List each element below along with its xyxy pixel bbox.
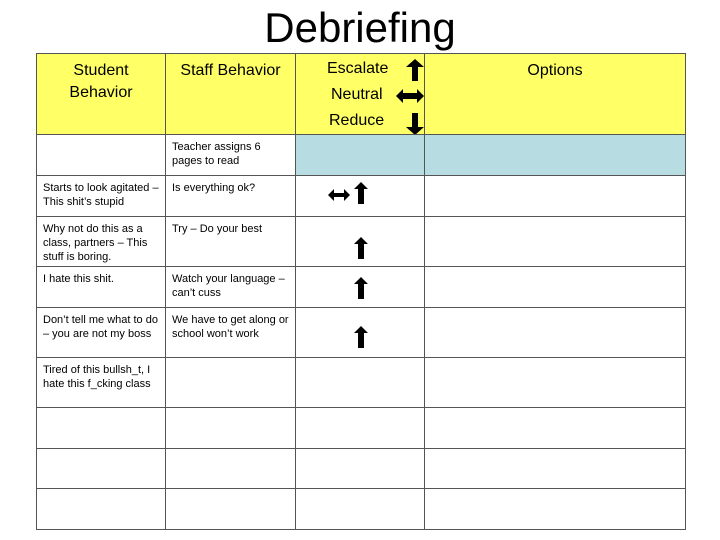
staff-behavior-header <box>166 54 296 135</box>
student-cell <box>37 489 166 530</box>
table-row <box>37 358 686 408</box>
options-cell <box>425 217 686 267</box>
escalate-label: Escalate <box>327 60 389 77</box>
table-row <box>37 217 686 267</box>
student-cell <box>37 267 166 308</box>
options-label: Options <box>527 62 583 79</box>
scale-cell <box>296 449 425 489</box>
staff-cell <box>166 217 296 267</box>
student-cell <box>37 217 166 267</box>
scale-cell <box>296 489 425 530</box>
student-text: I hate this shit. <box>43 273 114 285</box>
student-behavior-header <box>37 54 166 135</box>
table-row <box>37 408 686 449</box>
scale-cell <box>296 308 425 358</box>
options-header <box>425 54 686 135</box>
reduce-arrow-icon <box>406 113 424 135</box>
debriefing-table <box>36 53 686 530</box>
student-cell <box>37 449 166 489</box>
student-cell <box>37 308 166 358</box>
staff-text <box>166 358 295 363</box>
scale-cell <box>296 176 425 217</box>
table-row <box>37 267 686 308</box>
staff-cell <box>166 267 296 308</box>
staff-text: Watch your language – can’t cuss <box>172 273 285 299</box>
staff-behavior-label: Staff Behavior <box>180 62 281 79</box>
student-text: Tired of this bullsh_t, I hate this f_cking class <box>43 364 151 390</box>
student-text <box>37 135 165 140</box>
options-cell <box>425 308 686 358</box>
staff-text: Is everything ok? <box>172 182 256 194</box>
scale-cell <box>296 135 425 176</box>
table-row <box>37 308 686 358</box>
table-row <box>37 176 686 217</box>
staff-cell <box>166 489 296 530</box>
neutral-arrow-icon <box>396 89 424 103</box>
options-cell <box>425 408 686 449</box>
escalate-arrow-icon <box>354 277 368 299</box>
student-cell <box>37 408 166 449</box>
student-cell <box>37 358 166 408</box>
student-text: Why not do this as a class, partners – This stuff is boring. <box>43 223 148 263</box>
staff-text: We have to get along or school won’t work <box>172 314 289 340</box>
staff-text: Try – Do your best <box>172 223 263 235</box>
options-cell <box>425 358 686 408</box>
page-title: Debriefing <box>264 4 456 51</box>
staff-cell <box>166 176 296 217</box>
student-cell <box>37 176 166 217</box>
escalate-arrow-icon <box>354 237 368 259</box>
options-cell <box>425 449 686 489</box>
neutral-label: Neutral <box>331 86 383 103</box>
scale-cell <box>296 358 425 408</box>
staff-cell <box>166 449 296 489</box>
escalate-arrow-icon <box>354 326 368 348</box>
escalate-arrow-icon <box>354 182 368 204</box>
student-text: Don’t tell me what to do – you are not my boss <box>43 314 158 340</box>
options-cell <box>425 135 686 176</box>
header-row <box>37 54 686 135</box>
table-row <box>37 135 686 176</box>
staff-cell <box>166 308 296 358</box>
student-text: Starts to look agitated – This shit’s stupid <box>43 182 159 208</box>
reduce-label: Reduce <box>329 112 385 129</box>
staff-text: Teacher assigns 6 pages to read <box>172 141 261 167</box>
options-cell <box>425 489 686 530</box>
staff-cell <box>166 135 296 176</box>
table-row <box>37 489 686 530</box>
student-cell <box>37 135 166 176</box>
staff-cell <box>166 358 296 408</box>
scale-cell <box>296 217 425 267</box>
options-cell <box>425 176 686 217</box>
scale-header <box>296 54 425 135</box>
student-behavior-label: Student Behavior <box>69 62 133 101</box>
scale-cell <box>296 408 425 449</box>
escalate-arrow-icon <box>406 59 424 81</box>
options-cell <box>425 267 686 308</box>
scale-cell <box>296 267 425 308</box>
staff-cell <box>166 408 296 449</box>
table-row <box>37 449 686 489</box>
neutral-arrow-icon <box>328 189 350 201</box>
